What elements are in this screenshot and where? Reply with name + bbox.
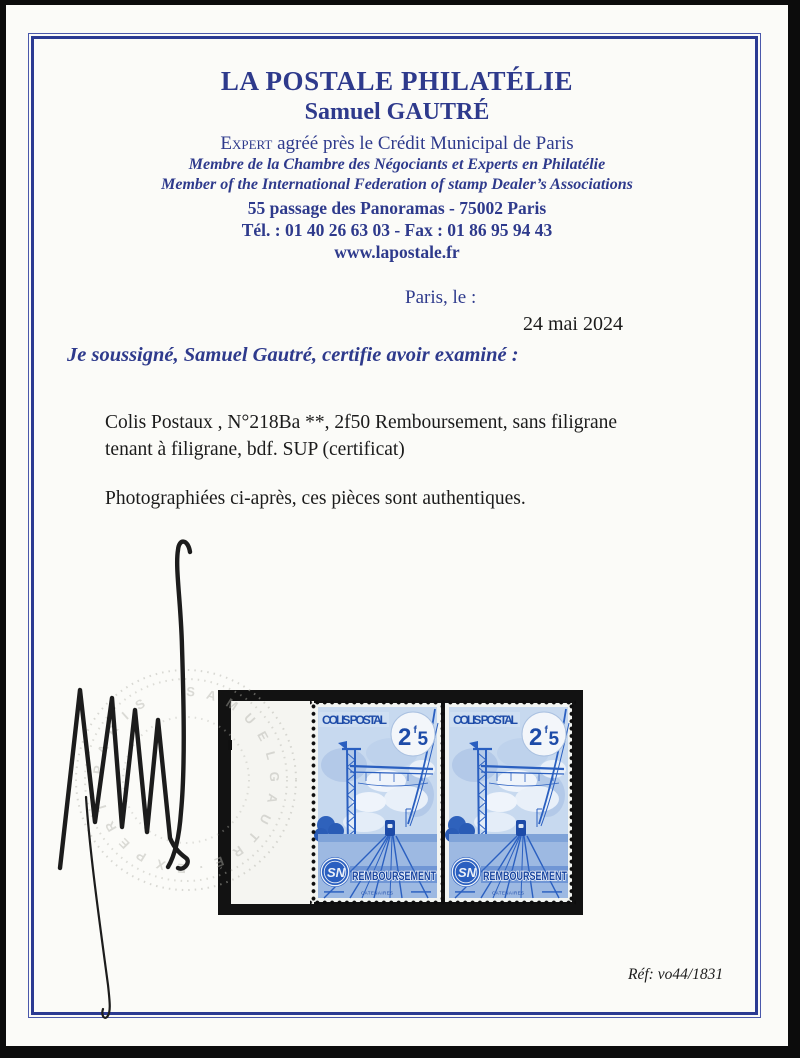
- address-line: 55 passage des Panoramas - 75002 Paris: [247, 198, 547, 218]
- website-line: www.lapostale.fr: [334, 242, 460, 262]
- expert-name: Samuel GAUTRÉ: [304, 99, 490, 125]
- date-value: 24 mai 2024: [523, 313, 623, 335]
- item-description-line1: Colis Postaux , N°218Ba **, 2f50 Remboursement, sans filigrane: [105, 412, 618, 433]
- reference-number: Réf: vo44/1831: [628, 966, 724, 983]
- stamp-right-art: [445, 703, 572, 902]
- place-date-label: Paris, le :: [405, 287, 477, 308]
- phone-fax-line: Tél. : 01 40 26 63 03 - Fax : 01 86 95 94 43: [241, 220, 553, 240]
- seal-ring-text: S A M U E L G A U T R É · E X P E R T · P A R I S: [89, 683, 283, 877]
- expert-credential-line: [6, 133, 788, 155]
- stamp-right: [445, 703, 572, 902]
- perforation-row-top: [310, 699, 576, 706]
- stamp-left-art: [314, 703, 441, 902]
- membership-line-fr: Membre de la Chambre des Négociants et Experts en Philatélie: [188, 156, 606, 173]
- stamp-left: [314, 703, 441, 902]
- authenticity-statement: Photographiées ci-après, ces pièces sont authentiques.: [105, 488, 526, 509]
- expert-word: Expert: [220, 133, 273, 154]
- signature: [44, 535, 234, 1035]
- certificate-page: [6, 5, 788, 1046]
- perforation-column-center: [439, 703, 446, 902]
- attestation-line: Je soussigné, Samuel Gautré, certifie avoir examiné :: [67, 344, 519, 366]
- perforation-column-right: [568, 703, 575, 902]
- membership-line-en: Member of the International Federation of stamp Dealer’s Associations: [161, 176, 633, 193]
- item-description-line2: tenant à filigrane, bdf. SUP (certificat): [105, 439, 405, 460]
- perforation-column-left: [310, 703, 317, 902]
- perforation-row-bottom: [310, 899, 576, 906]
- letterhead-title: LA POSTALE PHILATÉLIE: [220, 66, 574, 96]
- expert-credential-rest: agréé près le Crédit Municipal de Paris: [272, 133, 574, 154]
